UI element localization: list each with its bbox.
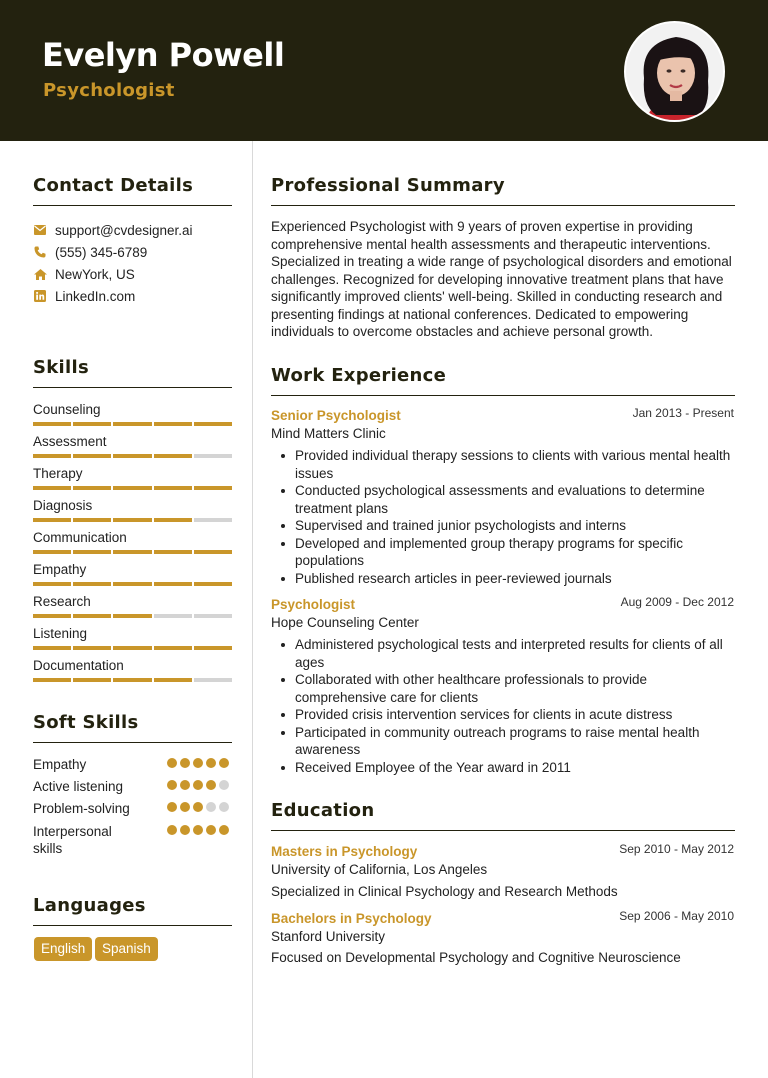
list-item: Participated in community outreach programs to raise mental health awareness bbox=[279, 724, 736, 759]
rating-dot bbox=[167, 825, 177, 835]
skill-level-segment bbox=[33, 550, 71, 554]
skill-level-segment bbox=[194, 486, 232, 490]
contact-phone-text: (555) 345-6789 bbox=[55, 244, 148, 260]
rating-dot bbox=[206, 780, 216, 790]
skill-item bbox=[33, 465, 232, 482]
linkedin-icon bbox=[33, 289, 47, 303]
skill-level-segment bbox=[33, 518, 71, 522]
skill-level-segment bbox=[113, 678, 151, 682]
skill-level-segment bbox=[73, 454, 111, 458]
rating-dot bbox=[180, 825, 190, 835]
experience-heading: Work Experience bbox=[271, 365, 447, 386]
school-name: University of California, Los Angeles bbox=[271, 862, 488, 877]
skill-label: Research bbox=[33, 594, 91, 609]
contact-rule bbox=[33, 205, 232, 206]
skill-label: Documentation bbox=[33, 658, 124, 673]
skill-level-segment bbox=[154, 486, 192, 490]
rating-dot bbox=[206, 802, 216, 812]
soft-skill-label: Interpersonal skills bbox=[33, 824, 112, 856]
contact-heading: Contact Details bbox=[33, 175, 194, 196]
contact-email[interactable] bbox=[33, 221, 193, 239]
skill-level-segment bbox=[154, 550, 192, 554]
skill-label: Diagnosis bbox=[33, 498, 93, 513]
skill-label: Assessment bbox=[33, 434, 107, 449]
skill-level-bar bbox=[33, 518, 232, 522]
list-item: Conducted psychological assessments and evaluations to determine treatment plans bbox=[279, 482, 736, 517]
job-title: Psychologist bbox=[271, 597, 356, 612]
list-item: Published research articles in peer-reviewed journals bbox=[279, 570, 736, 588]
education-rule bbox=[271, 830, 735, 831]
skill-level-segment bbox=[73, 646, 111, 650]
skill-level-segment bbox=[194, 518, 232, 522]
skills-rule bbox=[33, 387, 232, 388]
soft-skill-rating bbox=[167, 758, 229, 768]
skill-level-segment bbox=[73, 614, 111, 618]
list-item: Developed and implemented group therapy programs for specific populations bbox=[279, 535, 736, 570]
languages-heading: Languages bbox=[33, 895, 146, 916]
list-item: Received Employee of the Year award in 2011 bbox=[279, 759, 736, 777]
skill-level-segment bbox=[73, 550, 111, 554]
skill-level-segment bbox=[73, 422, 111, 426]
candidate-role: Psychologist bbox=[43, 80, 175, 101]
contact-linkedin-text: LinkedIn.com bbox=[55, 288, 136, 304]
rating-dot bbox=[219, 802, 229, 812]
summary-rule bbox=[271, 205, 735, 206]
list-item: Collaborated with other healthcare professionals to provide comprehensive care for clients bbox=[279, 671, 736, 706]
skill-item bbox=[33, 657, 232, 674]
skill-level-segment bbox=[154, 678, 192, 682]
job-title: Senior Psychologist bbox=[271, 408, 401, 423]
skill-level-segment bbox=[194, 550, 232, 554]
skill-level-segment bbox=[113, 646, 151, 650]
rating-dot bbox=[206, 825, 216, 835]
skill-level-segment bbox=[33, 646, 71, 650]
candidate-name: Evelyn Powell bbox=[42, 36, 285, 74]
degree-note: Focused on Developmental Psychology and Cognitive Neuroscience bbox=[271, 950, 681, 965]
skill-level-segment bbox=[194, 454, 232, 458]
degree-dates: Sep 2006 - May 2010 bbox=[619, 909, 734, 923]
degree-title: Bachelors in Psychology bbox=[271, 911, 432, 926]
soft-skill-label: Problem-solving bbox=[33, 801, 130, 816]
job-bullets bbox=[279, 636, 736, 776]
skill-level-bar bbox=[33, 486, 232, 490]
skill-level-segment bbox=[73, 582, 111, 586]
job-dates: Aug 2009 - Dec 2012 bbox=[620, 595, 734, 609]
rating-dot bbox=[206, 758, 216, 768]
envelope-icon bbox=[33, 223, 47, 237]
soft-skill-item bbox=[33, 800, 232, 817]
skill-level-segment bbox=[113, 614, 151, 618]
rating-dot bbox=[167, 780, 177, 790]
skill-item bbox=[33, 433, 232, 450]
skill-item bbox=[33, 401, 232, 418]
skill-label: Communication bbox=[33, 530, 127, 545]
list-item: Supervised and trained junior psychologists and interns bbox=[279, 517, 736, 535]
soft-skills-rule bbox=[33, 742, 232, 743]
rating-dot bbox=[219, 825, 229, 835]
skill-level-bar bbox=[33, 582, 232, 586]
job-dates: Jan 2013 - Present bbox=[632, 406, 734, 420]
degree-dates: Sep 2010 - May 2012 bbox=[619, 842, 734, 856]
skill-item bbox=[33, 529, 232, 546]
soft-skills-heading: Soft Skills bbox=[33, 712, 139, 733]
skill-label: Listening bbox=[33, 626, 88, 641]
soft-skill-rating bbox=[167, 802, 229, 812]
rating-dot bbox=[219, 780, 229, 790]
skill-level-segment bbox=[194, 646, 232, 650]
experience-rule bbox=[271, 395, 735, 396]
skill-level-segment bbox=[33, 486, 71, 490]
job-organization: Hope Counseling Center bbox=[271, 615, 419, 630]
degree-note: Specialized in Clinical Psychology and Research Methods bbox=[271, 884, 618, 899]
skill-level-segment bbox=[154, 454, 192, 458]
skills-heading: Skills bbox=[33, 357, 89, 378]
skill-level-bar bbox=[33, 422, 232, 426]
skill-item bbox=[33, 561, 232, 578]
education-heading: Education bbox=[271, 800, 375, 821]
rating-dot bbox=[167, 802, 177, 812]
summary-text: Experienced Psychologist with 9 years of proven expertise in providing comprehensive mental health assessments and therapeutic interventions. Specialized in treating a wide range of psychological disorders and emotional challenges. Recognized for developing innovative treatment plans that have significantly improved clients' well-being. Skilled in conducting research and presenting findings at national conferences. Dedicated to empowering individuals to overcome obstacles and achieve personal growth. bbox=[271, 219, 732, 339]
job-organization: Mind Matters Clinic bbox=[271, 426, 386, 441]
list-item: Provided crisis intervention services for clients in acute distress bbox=[279, 706, 736, 724]
skill-label: Therapy bbox=[33, 466, 83, 481]
column-divider bbox=[252, 141, 253, 1078]
skill-level-segment bbox=[154, 646, 192, 650]
skill-level-segment bbox=[73, 678, 111, 682]
languages-rule bbox=[33, 925, 232, 926]
school-name: Stanford University bbox=[271, 929, 386, 944]
skill-level-segment bbox=[113, 582, 151, 586]
skill-level-segment bbox=[154, 518, 192, 522]
soft-skill-label: Active listening bbox=[33, 779, 124, 794]
soft-skill-item bbox=[33, 778, 232, 795]
skill-level-segment bbox=[73, 518, 111, 522]
skill-level-segment bbox=[154, 582, 192, 586]
skill-level-segment bbox=[113, 422, 151, 426]
skill-level-segment bbox=[33, 678, 71, 682]
language-badge: Spanish bbox=[95, 937, 158, 961]
skill-level-segment bbox=[113, 486, 151, 490]
soft-skill-label: Empathy bbox=[33, 757, 87, 772]
rating-dot bbox=[180, 758, 190, 768]
skill-level-bar bbox=[33, 454, 232, 458]
skill-level-segment bbox=[33, 582, 71, 586]
job-bullets bbox=[279, 447, 736, 587]
skill-level-segment bbox=[154, 614, 192, 618]
list-item: Provided individual therapy sessions to clients with various mental health issues bbox=[279, 447, 736, 482]
skill-level-segment bbox=[194, 678, 232, 682]
skill-level-bar bbox=[33, 678, 232, 682]
contact-email-text: support@cvdesigner.ai bbox=[55, 222, 193, 238]
skill-level-bar bbox=[33, 646, 232, 650]
contact-location bbox=[33, 265, 135, 283]
skill-level-segment bbox=[194, 582, 232, 586]
soft-skill-item bbox=[33, 823, 232, 857]
soft-skill-rating bbox=[167, 825, 229, 835]
soft-skill-item bbox=[33, 756, 232, 773]
skill-level-segment bbox=[154, 422, 192, 426]
skill-item bbox=[33, 497, 232, 514]
rating-dot bbox=[219, 758, 229, 768]
rating-dot bbox=[193, 758, 203, 768]
home-icon bbox=[33, 267, 47, 281]
rating-dot bbox=[167, 758, 177, 768]
contact-phone[interactable] bbox=[33, 243, 147, 261]
contact-linkedin[interactable] bbox=[33, 287, 135, 305]
degree-title: Masters in Psychology bbox=[271, 844, 418, 859]
resume-header bbox=[0, 0, 768, 141]
summary-heading: Professional Summary bbox=[271, 175, 505, 196]
soft-skill-rating bbox=[167, 780, 229, 790]
skill-label: Counseling bbox=[33, 402, 101, 417]
skill-level-segment bbox=[33, 454, 71, 458]
skill-level-segment bbox=[113, 454, 151, 458]
rating-dot bbox=[180, 802, 190, 812]
rating-dot bbox=[193, 825, 203, 835]
skill-level-bar bbox=[33, 550, 232, 554]
rating-dot bbox=[193, 802, 203, 812]
phone-icon bbox=[33, 245, 47, 259]
skill-level-segment bbox=[113, 518, 151, 522]
skill-level-segment bbox=[194, 614, 232, 618]
skill-level-segment bbox=[33, 422, 71, 426]
skill-level-segment bbox=[113, 550, 151, 554]
rating-dot bbox=[193, 780, 203, 790]
profile-photo bbox=[624, 21, 725, 122]
language-badge: English bbox=[34, 937, 92, 961]
rating-dot bbox=[180, 780, 190, 790]
skill-level-segment bbox=[194, 422, 232, 426]
skill-level-segment bbox=[73, 486, 111, 490]
skill-item bbox=[33, 625, 232, 642]
skill-level-bar bbox=[33, 614, 232, 618]
skill-item bbox=[33, 593, 232, 610]
contact-location-text: NewYork, US bbox=[55, 266, 135, 282]
skill-level-segment bbox=[33, 614, 71, 618]
skill-label: Empathy bbox=[33, 562, 87, 577]
list-item: Administered psychological tests and interpreted results for clients of all ages bbox=[279, 636, 736, 671]
